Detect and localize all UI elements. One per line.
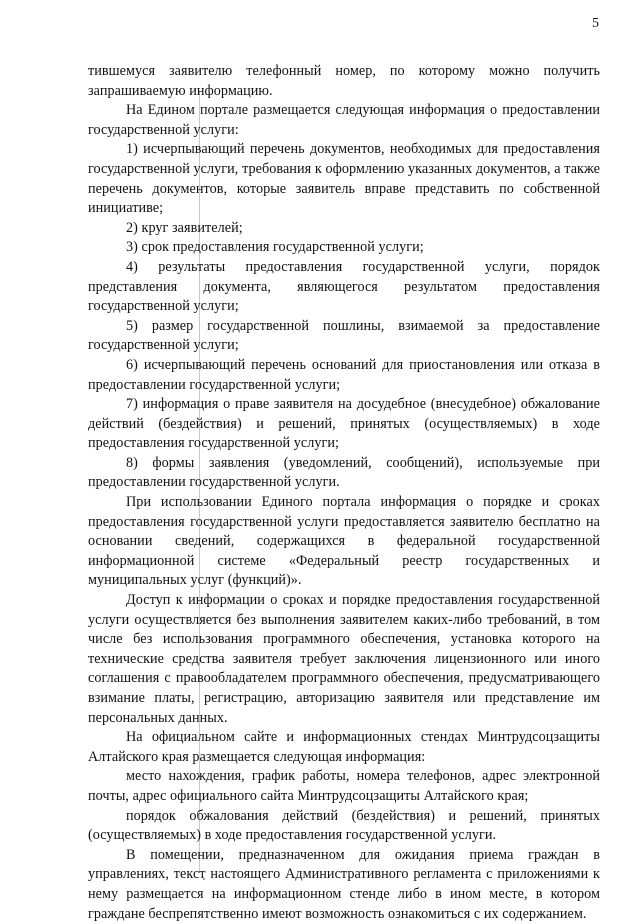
list-item-7: 7) информация о праве заявителя на досудебное (внесудебное) обжалование действий (бездействия) и решений, принятых (осуществляемых) в ходе предоставления государственной услуги; (88, 396, 600, 452)
paragraph-2: На Едином портале размещается следующая информация о предоставлении государственной услуги: (88, 102, 600, 138)
paragraph-access: Доступ к информации о сроках и порядке предоставления государственной услуги осуществляется без выполнения заявителем каких-либо требований, в том числе без использования программного обеспечения, установка которого на технические средства заявителя требует заключения лицензионного или иного соглашения с правообладателем программного обеспечения, предусматривающего взимание платы, регистрацию, авторизацию заявителя или представление им персональных данных. (88, 592, 600, 726)
list-item-4: 4) результаты предоставления государственной услуги, порядок представления документа, являющегося результатом предоставления государственной услуги; (88, 258, 600, 315)
page-number: 5 (592, 16, 599, 31)
list-item-3: 3) срок предоставления государственной услуги; (126, 239, 424, 256)
list-item-8: 8) формы заявления (уведомлений, сообщений), используемые при предоставлении государственной услуги. (88, 454, 600, 491)
list-item-6: 6) исчерпывающий перечень оснований для приостановления или отказа в предоставлении государственной услуги; (88, 356, 600, 393)
paragraph-appeal-order: порядок обжалования действий (бездействия) и решений, принятых (осуществляемых) в ходе предоставления государственной услуги. (88, 807, 600, 844)
document-body (88, 62, 600, 924)
paragraph-official-site: На официальном сайте и информационных стендах Минтрудсоцзащиты Алтайского края размещается следующая информация: (88, 729, 600, 765)
list-item-2: 2) круг заявителей; (126, 219, 243, 236)
list-item-1: 1) исчерпывающий перечень документов, необходимых для предоставления государственной услуги, требования к оформлению указанных документов, а также перечень документов, которые заявитель вправе представить по собственной инициативе; (88, 141, 600, 217)
paragraph-premises: В помещении, предназначенном для ожидания приема граждан в управлениях, текст настоящего Административного регламента с приложениями к нему размещается на информационном стенде либо в ином месте, в котором граждане беспрепятственно имеют возможность ознакомиться с их содержанием. (88, 846, 600, 922)
paragraph-location-info: место нахождения, график работы, номера телефонов, адрес электронной почты, адрес официального сайта Минтрудсоцзащиты Алтайского края; (88, 768, 600, 804)
list-item-5: 5) размер государственной пошлины, взимаемой за предоставление государственной услуги; (88, 317, 600, 354)
paragraph-1: тившемуся заявителю телефонный номер, по которому можно получить запрашиваемую информацию. (88, 63, 600, 99)
paragraph-portal-usage: При использовании Единого портала информация о порядке и сроках предоставления государственной услуги предоставляется заявителю бесплатно на основании сведений, содержащихся в федеральной государственной информационной системе «Федеральный реестр государственных и муниципальных услуг (функций)». (88, 494, 600, 589)
